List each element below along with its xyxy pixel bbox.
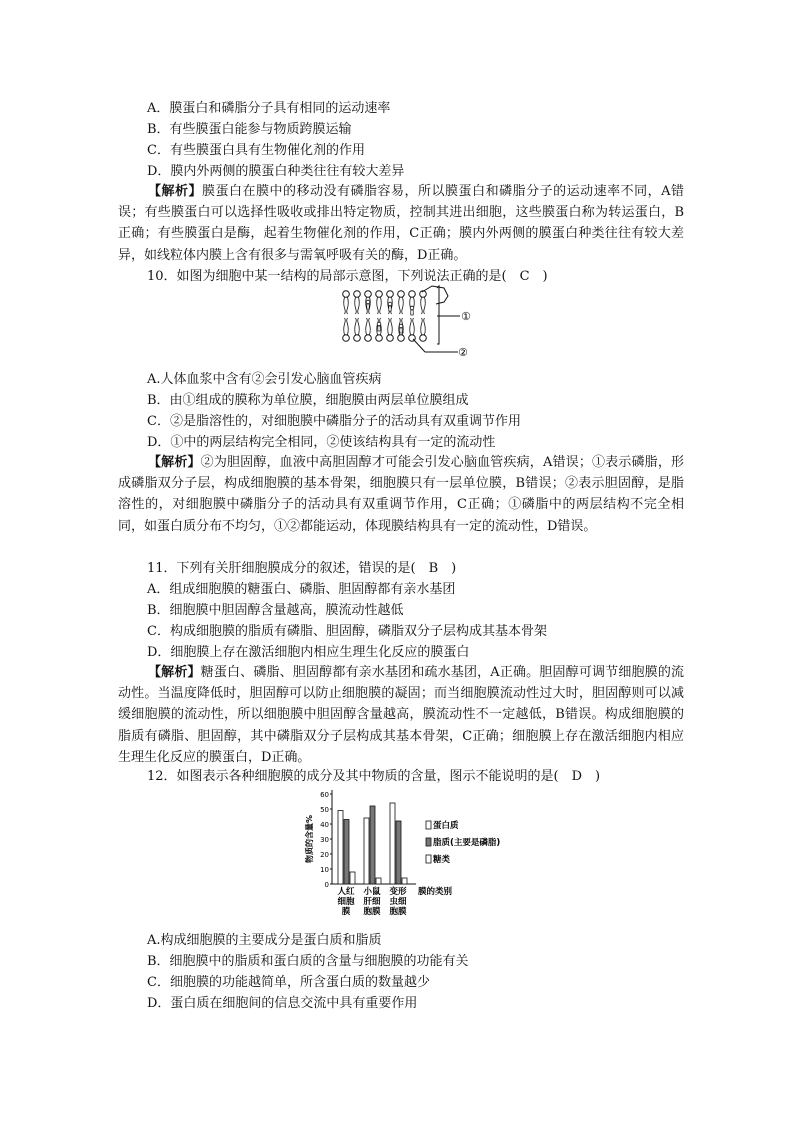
q12-option-b: B．细胞膜中的脂质和蛋白质的含量与细胞膜的功能有关 <box>147 954 469 969</box>
fatty-acid-tail <box>413 318 415 335</box>
q10-stem: 10．如图为细胞中某一结构的局部示意图，下列说法正确的是( C ) <box>147 269 548 284</box>
fatty-acid-tail <box>355 318 357 335</box>
y-axis-label: 物质的含量% <box>305 814 314 864</box>
phospholipid-head <box>365 291 372 298</box>
cholesterol-ring <box>411 310 413 315</box>
bar <box>376 878 381 884</box>
legend-swatch <box>426 855 431 863</box>
y-tick-label: 20 <box>320 851 329 859</box>
phospholipid-head <box>398 335 405 342</box>
fatty-acid-tail <box>358 297 360 314</box>
fatty-acid-tail <box>388 318 390 335</box>
phospholipid-head <box>376 335 383 342</box>
q9-option-d: D．膜内外两侧的膜蛋白种类往往有较大差异 <box>147 164 405 179</box>
q12-stem: 12．如图表示各种细胞膜的成分及其中物质的含量，图示不能说明的是( D ) <box>147 769 601 784</box>
phospholipid-head <box>420 335 427 342</box>
fatty-acid-tail <box>410 318 412 335</box>
analysis-tag: 【解析】 <box>148 665 201 680</box>
q12-option-a: A.构成细胞膜的主要成分是蛋白质和脂质 <box>147 933 382 948</box>
phospholipid-head <box>354 291 361 298</box>
cholesterol-ring <box>367 304 369 309</box>
q11-option-a: A．组成细胞膜的糖蛋白、磷脂、胆固醇都有亲水基团 <box>147 582 456 597</box>
x-tick-label: 变形 <box>389 887 407 897</box>
legend-swatch <box>426 838 431 846</box>
cholesterol-ring <box>400 328 402 333</box>
legend-label: 蛋白质 <box>433 821 459 831</box>
membrane-composition-chart <box>298 790 528 920</box>
phospholipid-head <box>376 291 383 298</box>
fatty-acid-tail <box>402 297 404 314</box>
cholesterol-head <box>377 322 381 326</box>
fatty-acid-tail <box>358 318 360 335</box>
phospholipid-head <box>343 335 350 342</box>
bar <box>370 806 375 884</box>
bar <box>396 821 401 884</box>
x-tick-label: 胞膜 <box>363 907 381 917</box>
q9-option-c: C．有些膜蛋白具有生物催化剂的作用 <box>147 143 365 158</box>
phospholipid-head <box>398 291 405 298</box>
q10-option-d: D．①中的两层结构完全相同，②使该结构具有一定的流动性 <box>147 435 496 450</box>
legend-swatch <box>426 821 431 829</box>
legend-label: 糖类 <box>433 855 451 865</box>
q9-option-a: A．膜蛋白和磷脂分子具有相同的运动速率 <box>147 101 391 116</box>
fatty-acid-tail <box>424 318 426 335</box>
y-tick-label: 60 <box>320 791 329 799</box>
phospholipid-head <box>354 335 361 342</box>
cholesterol-ring <box>378 326 380 331</box>
fatty-acid-tail <box>380 297 382 314</box>
y-tick-label: 30 <box>320 836 329 844</box>
analysis-tag: 【解析】 <box>148 455 201 470</box>
q11-option-c: C．构成细胞膜的脂质有磷脂、胆固醇，磷脂双分子层构成其基本骨架 <box>147 624 547 639</box>
fatty-acid-tail <box>369 318 371 335</box>
y-tick-label: 50 <box>320 806 329 814</box>
q12-option-d: D．蛋白质在细胞间的信息交流中具有重要作用 <box>147 996 418 1011</box>
x-tick-label: 细胞 <box>337 897 355 907</box>
q11-option-d: D．细胞膜上存在激活细胞内相应生理生化反应的膜蛋白 <box>147 645 470 660</box>
q9-analysis <box>118 181 684 266</box>
fatty-acid-tail <box>377 297 379 314</box>
x-tick-label: 人红 <box>337 887 355 897</box>
x-tick-label: 肝细 <box>363 897 381 907</box>
q10-option-a: A.人体血浆中含有②会引发心脑血管疾病 <box>147 372 382 387</box>
x-tick-label: 膜 <box>341 907 351 917</box>
phospholipid-head <box>387 335 394 342</box>
fatty-acid-tail <box>421 297 423 314</box>
label-circle-2: ② <box>458 346 468 359</box>
cholesterol-head <box>388 302 392 306</box>
bar <box>350 872 355 884</box>
x-tick-label: 小鼠 <box>363 887 381 897</box>
fatty-acid-tail <box>344 318 346 335</box>
fatty-acid-tail <box>421 318 423 335</box>
q11-option-b: B．细胞膜中胆固醇含量越高，膜流动性越低 <box>147 603 404 618</box>
bar <box>344 820 349 885</box>
y-tick-label: 10 <box>320 866 329 874</box>
cholesterol-head <box>366 300 370 304</box>
label-circle-1: ① <box>461 310 471 323</box>
cholesterol-head <box>410 306 414 310</box>
fatty-acid-tail <box>391 318 393 335</box>
bar <box>390 803 395 884</box>
fatty-acid-tail <box>424 297 426 314</box>
legend-label: 脂质(主要是磷脂) <box>433 838 501 848</box>
fatty-acid-tail <box>355 297 357 314</box>
analysis-text: ②为胆固醇，血液中高胆固醇才可能会引发心脑血管疾病，A错误；①表示磷脂，形成磷脂双分子层，构成细胞膜的基本骨架，细胞膜只有一层单位膜，B错误；②表示胆固醇，是脂溶性的，对细胞膜中磷脂分子的活动具有双重调节作用，C正确；①磷脂中的两层结构不完全相同，如蛋白质分布不均匀，①②都能运动，体现膜结构具有一定的流动性，D错误。 <box>118 455 684 534</box>
analysis-text: 膜蛋白在膜中的移动没有磷脂容易，所以膜蛋白和磷脂分子的运动速率不同，A错误；有些膜蛋白可以选择性吸收或排出特定物质，控制其进出细胞，这些膜蛋白称为转运蛋白，B正确；有些膜蛋白是酶，起着生物催化剂的作用，C正确；膜内外两侧的膜蛋白种类往往有较大差异，如线粒体内膜上含有很多与需氧呼吸有关的酶，D正确。 <box>118 184 684 263</box>
q11-stem: 11．下列有关肝细胞膜成分的叙述，错误的是( B ) <box>147 561 457 576</box>
fatty-acid-tail <box>344 297 346 314</box>
cholesterol-ring <box>389 306 391 311</box>
q11-analysis <box>118 662 684 768</box>
y-tick-label: 0 <box>324 881 329 889</box>
bar <box>338 811 343 885</box>
fatty-acid-tail <box>366 318 368 335</box>
phospholipid-head <box>387 291 394 298</box>
fatty-acid-tail <box>347 318 349 335</box>
analysis-tag: 【解析】 <box>148 184 203 199</box>
y-tick-label: 40 <box>320 821 329 829</box>
bar <box>402 878 407 884</box>
x-axis-label: 膜的类别 <box>418 887 453 897</box>
q10-option-c: C．②是脂溶性的，对细胞膜中磷脂分子的活动具有双重调节作用 <box>147 414 521 429</box>
q10-option-b: B．由①组成的膜称为单位膜，细胞膜由两层单位膜组成 <box>147 393 469 408</box>
x-tick-label: 胞膜 <box>389 907 407 917</box>
analysis-text: 糖蛋白、磷脂、胆固醇都有亲水基团和疏水基团，A正确。胆固醇可调节细胞膜的流动性。当温度降低时，胆固醇可以防止细胞膜的凝固；而当细胞膜流动性过大时，胆固醇则可以减缓细胞膜的流动性，所以细胞膜中胆固醇含量越高，膜流动性不一定越低，B错误。构成细胞膜的脂质有磷脂、胆固醇，其中磷脂双分子层构成其基本骨架，C正确；细胞膜上存在激活细胞内相应生理生化反应的膜蛋白，D正确。 <box>118 665 684 765</box>
fatty-acid-tail <box>347 297 349 314</box>
phospholipid-head <box>343 291 350 298</box>
cholesterol-head <box>399 324 403 328</box>
q9-option-b: B．有些膜蛋白能参与物质跨膜运输 <box>147 122 352 137</box>
q12-option-c: C．细胞膜的功能越简单，所含蛋白质的数量越少 <box>147 975 430 990</box>
bar <box>364 818 369 884</box>
q10-analysis <box>118 452 684 537</box>
x-tick-label: 虫细 <box>389 897 407 907</box>
fatty-acid-tail <box>399 297 401 314</box>
membrane-figure <box>340 286 480 364</box>
phospholipid-head <box>365 335 372 342</box>
phospholipid-head <box>409 291 416 298</box>
